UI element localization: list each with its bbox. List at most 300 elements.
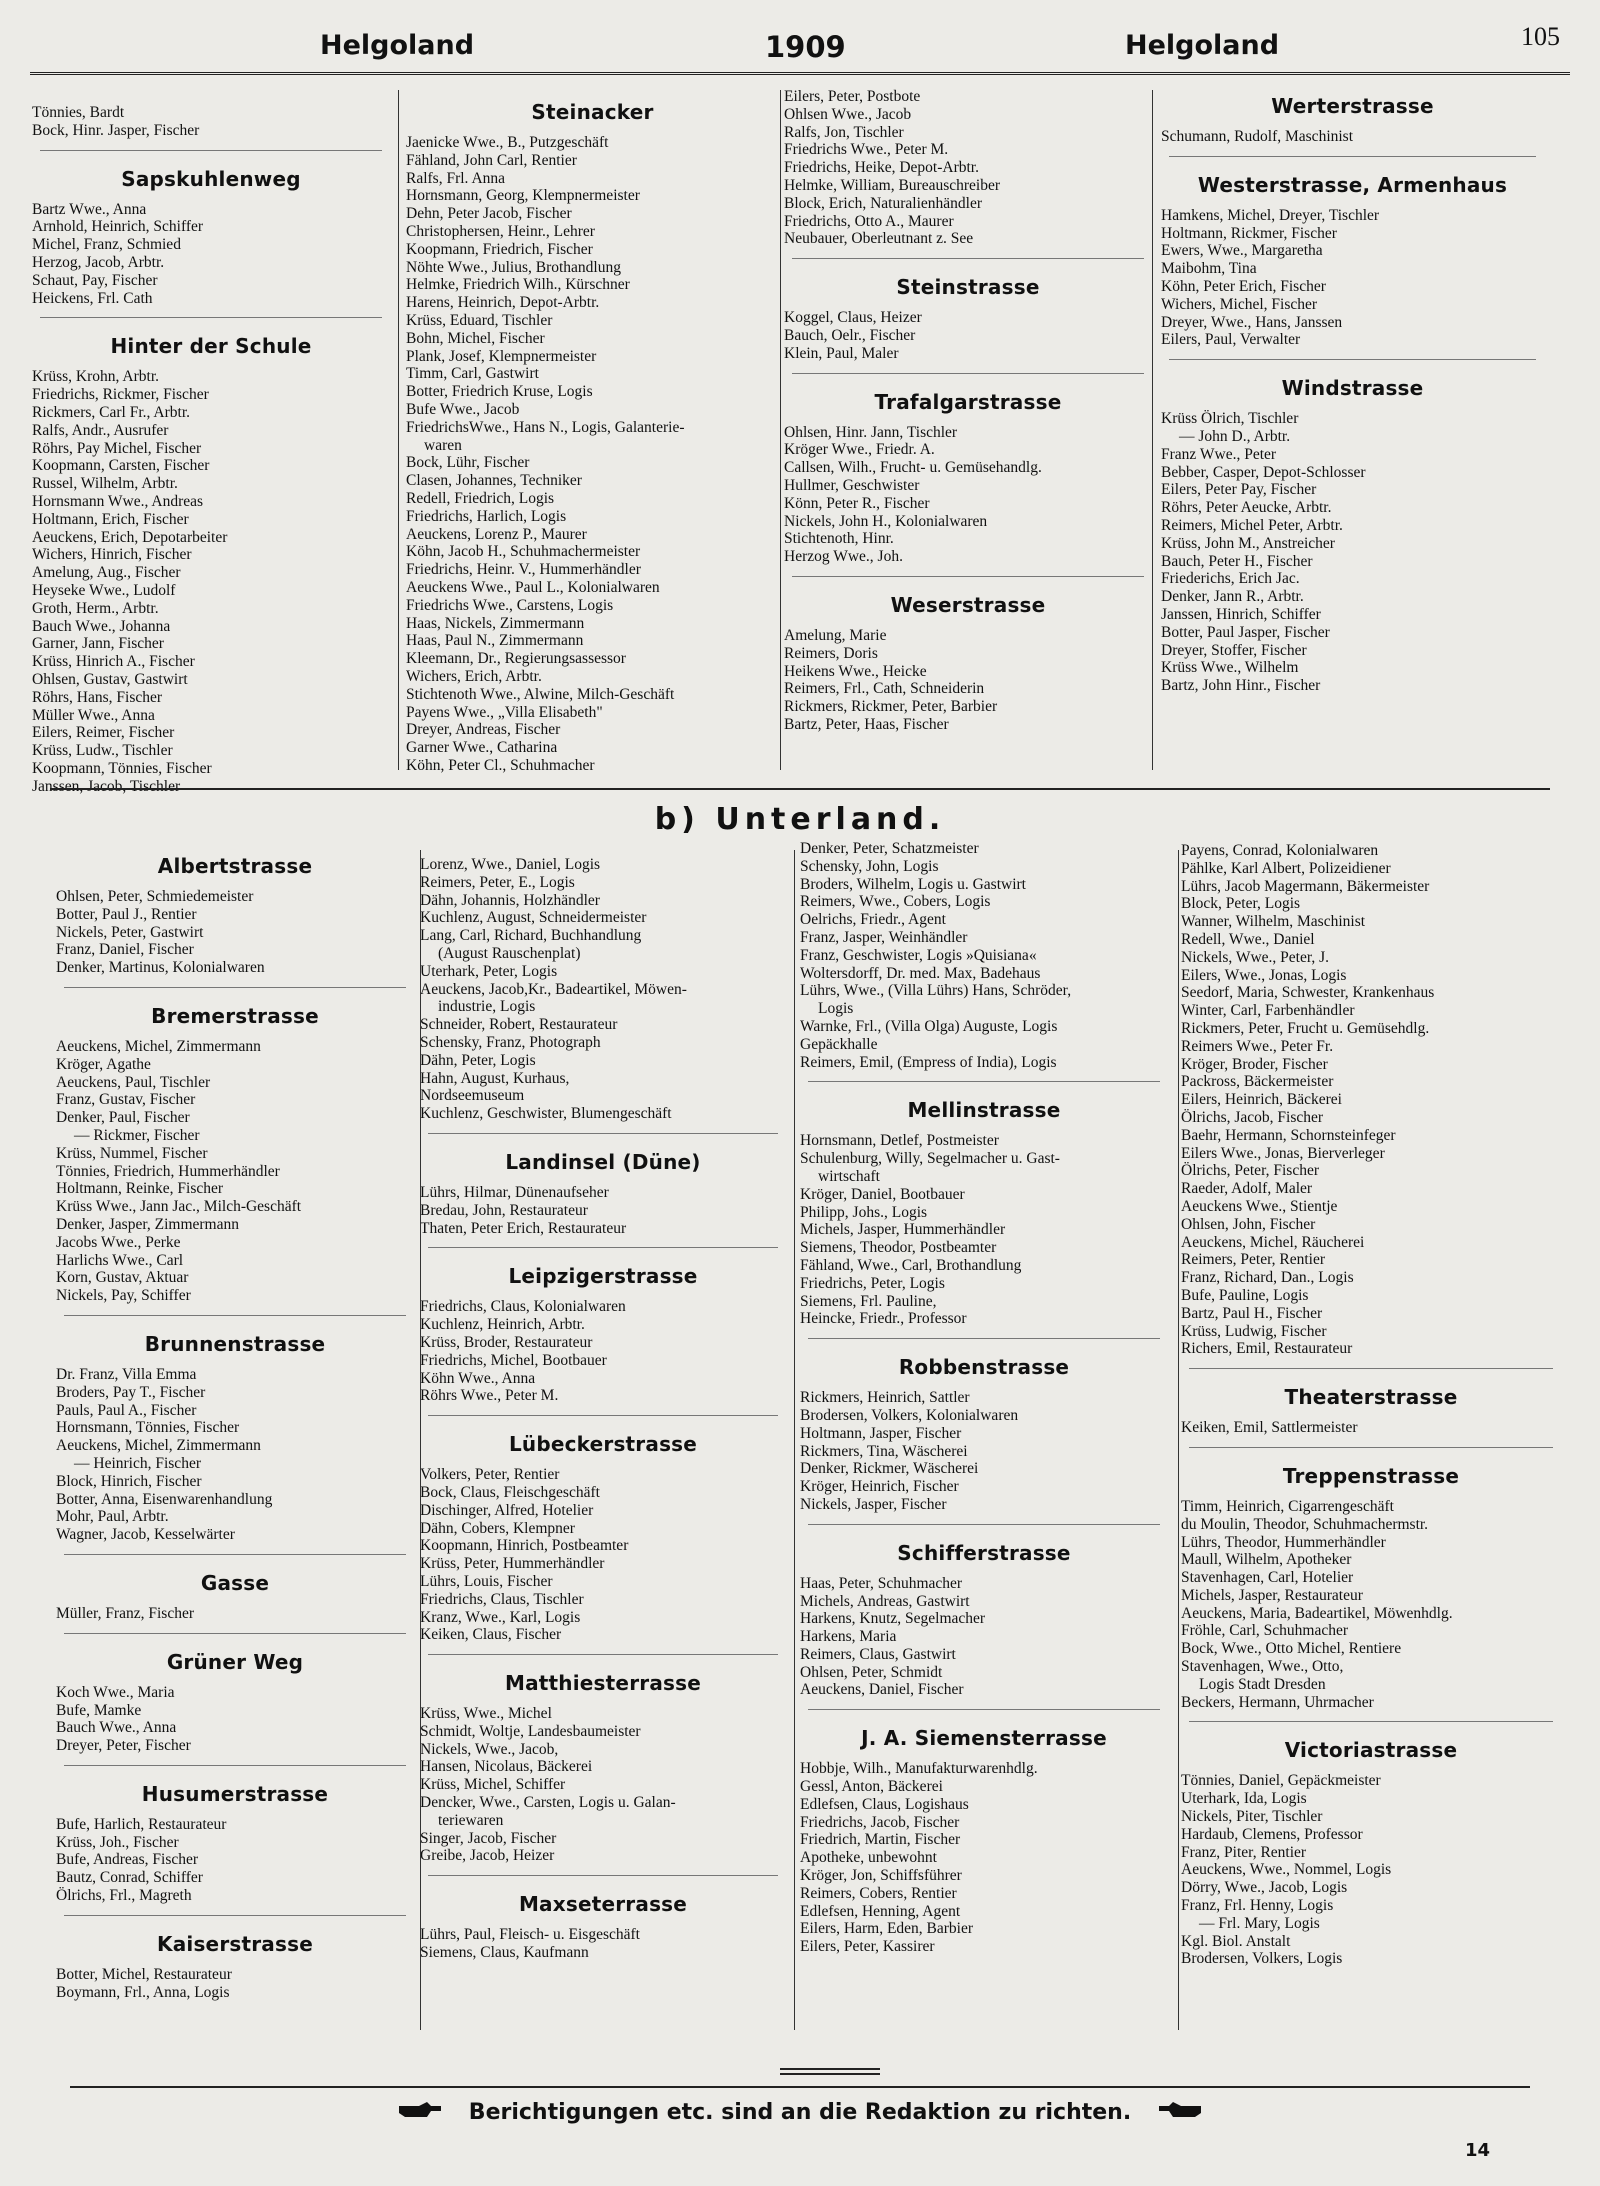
column-divider <box>1152 90 1153 770</box>
resident-entry: Bufe, Andreas, Fischer <box>56 1851 199 1869</box>
resident-entry: Friedrich, Martin, Fischer <box>800 1831 961 1849</box>
section-divider <box>808 1524 1160 1525</box>
resident-entry: Dencker, Wwe., Carsten, Logis u. Galan- <box>420 1794 676 1812</box>
resident-entry: Reimers, Frl., Cath, Schneiderin <box>784 680 985 698</box>
resident-entry: Ölrichs, Peter, Fischer <box>1181 1162 1319 1180</box>
resident-entry: Friedrichs Wwe., Peter M. <box>784 141 949 159</box>
resident-entry: Siemens, Claus, Kaufmann <box>420 1944 589 1962</box>
resident-entry: Nickels, Wwe., Jacob, <box>420 1740 559 1758</box>
resident-entry: Aeuckens, Michel, Zimmermann <box>56 1437 261 1455</box>
resident-entry: Kuchlenz, Geschwister, Blumengeschäft <box>420 1105 672 1123</box>
resident-entry: Bufe, Mamke <box>56 1701 142 1719</box>
resident-entry: Aeuckens, Wwe., Nommel, Logis <box>1181 1861 1392 1879</box>
resident-entry: Franz, Frl. Henny, Logis <box>1181 1897 1334 1915</box>
resident-entry: Kgl. Biol. Anstalt <box>1181 1932 1291 1950</box>
resident-entry: Müller Wwe., Anna <box>32 706 155 724</box>
street-section <box>800 840 1168 1071</box>
resident-entry: Stavenhagen, Wwe., Otto, <box>1181 1658 1344 1676</box>
section-divider <box>792 576 1144 577</box>
street-heading: Trafalgarstrasse <box>874 389 1062 414</box>
street-heading: Steinacker <box>531 100 654 124</box>
street-heading: Albertstrasse <box>157 854 313 878</box>
resident-entry: Payens Wwe., „Villa Elisabeth" <box>406 703 603 721</box>
header-left: Helgoland <box>320 30 475 61</box>
resident-entry: Kröger, Broder, Fischer <box>1181 1055 1328 1073</box>
resident-entry: Hardaub, Clemens, Professor <box>1181 1825 1363 1843</box>
resident-entry: Krüss, Hinrich A., Fischer <box>32 653 195 671</box>
resident-entry: industrie, Logis <box>438 998 536 1016</box>
street-heading: Matthiesterrasse <box>504 1671 701 1696</box>
resident-entry: Ewers, Wwe., Margaretha <box>1161 242 1323 260</box>
resident-entry: Holtmann, Rickmer, Fischer <box>1161 224 1337 242</box>
resident-entry: Seedorf, Maria, Schwester, Krankenhaus <box>1181 984 1435 1002</box>
resident-entry: Broders, Pay T., Fischer <box>56 1383 206 1401</box>
street-section <box>56 1554 414 1623</box>
resident-entry: Dähn, Johannis, Holzhändler <box>420 891 600 909</box>
section-divider <box>808 1081 1160 1082</box>
street-section <box>1181 1721 1561 1968</box>
street-heading: Werterstrasse <box>1271 94 1434 118</box>
resident-entry: du Moulin, Theodor, Schuhmachermstr. <box>1181 1515 1429 1533</box>
resident-entry: Krüss, Wwe., Michel <box>420 1705 552 1723</box>
resident-entry: Krüss, Krohn, Arbtr. <box>32 368 160 386</box>
resident-entry: Raeder, Adolf, Maler <box>1181 1180 1313 1198</box>
street-section <box>784 258 1152 362</box>
street-section <box>32 150 390 308</box>
resident-entry: Edlefsen, Henning, Agent <box>800 1902 961 1920</box>
column-divider <box>780 90 781 770</box>
resident-entry: Köhn, Peter Erich, Fischer <box>1161 277 1326 295</box>
pointing-hand-left-icon <box>1157 2100 1203 2126</box>
resident-entry: Brodersen, Volkers, Kolonialwaren <box>800 1406 1019 1424</box>
street-section <box>406 100 779 775</box>
street-section <box>1161 156 1544 349</box>
resident-entry: Heincke, Friedr., Professor <box>800 1310 967 1328</box>
resident-entry: Bauch, Oelr., Fischer <box>784 326 916 344</box>
resident-entry: Ölrichs, Jacob, Fischer <box>1181 1108 1324 1126</box>
resident-entry: Krüss, John M., Anstreicher <box>1161 534 1335 552</box>
section-divider <box>64 1765 406 1766</box>
resident-entry: Bartz, Peter, Haas, Fischer <box>784 715 949 733</box>
resident-entry: Botter, Paul J., Rentier <box>56 905 197 923</box>
resident-entry: Maibohm, Tina <box>1161 260 1257 278</box>
page-number: 105 <box>1521 22 1560 51</box>
resident-entry: Haas, Nickels, Zimmermann <box>406 614 585 632</box>
resident-entry: Reimers, Michel Peter, Arbtr. <box>1161 516 1343 534</box>
resident-entry: Aeuckens, Erich, Depotarbeiter <box>32 528 228 546</box>
street-heading: Weserstrasse <box>890 592 1046 617</box>
section-divider <box>64 1554 406 1555</box>
street-section <box>800 1709 1168 1956</box>
resident-entry: Aeuckens Wwe., Stientje <box>1181 1197 1338 1215</box>
resident-entry: Friedrichs, Peter, Logis <box>800 1274 945 1292</box>
resident-entry: Fähland, Wwe., Carl, Brothandlung <box>800 1256 1022 1274</box>
resident-entry: Schulenburg, Willy, Segelmacher u. Gast- <box>800 1150 1060 1168</box>
resident-entry: Edlefsen, Claus, Logishaus <box>800 1795 969 1813</box>
resident-entry: Fähland, John Carl, Rentier <box>406 151 577 169</box>
resident-entry: Bufe, Harlich, Restaurateur <box>56 1815 227 1833</box>
resident-entry: Dreyer, Andreas, Fischer <box>406 721 561 739</box>
resident-entry: Haas, Peter, Schuhmacher <box>800 1574 963 1592</box>
resident-entry: Bock, Wwe., Otto Michel, Rentiere <box>1181 1640 1402 1658</box>
resident-entry: Redell, Wwe., Daniel <box>1181 930 1315 948</box>
street-heading: Robbenstrasse <box>898 1355 1070 1380</box>
resident-entry: Groth, Herm., Arbtr. <box>32 599 159 617</box>
resident-entry: Dreyer, Stoffer, Fischer <box>1161 641 1307 659</box>
section-divider <box>428 1875 778 1876</box>
street-heading: Husumerstrasse <box>141 1781 329 1806</box>
resident-entry: Bock, Hinr. Jasper, Fischer <box>32 121 200 139</box>
resident-entry: — John D., Arbtr. <box>1179 427 1291 445</box>
resident-entry: Rickmers, Tina, Wäscherei <box>800 1442 968 1460</box>
resident-entry: Dreyer, Wwe., Hans, Janssen <box>1161 313 1343 331</box>
resident-entry: Helmke, William, Bureauschreiber <box>784 176 1001 194</box>
resident-entry: Ölrichs, Frl., Magreth <box>56 1887 192 1905</box>
resident-entry: wirtschaft <box>818 1167 880 1185</box>
resident-entry: Reimers, Peter, E., Logis <box>420 873 575 891</box>
resident-entry: Aeuckens, Michel, Räucherei <box>1181 1233 1365 1251</box>
resident-entry: Volkers, Peter, Rentier <box>420 1466 560 1484</box>
resident-entry: Krüss Ölrich, Tischler <box>1161 410 1299 428</box>
resident-entry: Dreyer, Peter, Fischer <box>56 1737 191 1755</box>
section-divider <box>1189 1447 1553 1448</box>
resident-entry: Kröger, Jon, Schiffsführer <box>800 1867 962 1885</box>
resident-entry: Redell, Friedrich, Logis <box>406 489 555 507</box>
resident-entry: Botter, Paul Jasper, Fischer <box>1161 623 1330 641</box>
resident-entry: — Frl. Mary, Logis <box>1199 1914 1320 1932</box>
resident-entry: Köhn, Peter Cl., Schuhmacher <box>406 756 595 774</box>
resident-entry: Haas, Paul N., Zimmermann <box>406 632 584 650</box>
resident-entry: Köhn, Jacob H., Schuhmachermeister <box>406 543 641 561</box>
resident-entry: Arnhold, Heinrich, Schiffer <box>32 218 204 236</box>
resident-entry: Tönnies, Bardt <box>32 104 125 121</box>
resident-entry: Friedrichs Wwe., Carstens, Logis <box>406 596 614 614</box>
street-section <box>1181 1447 1561 1712</box>
street-section <box>56 1765 414 1905</box>
resident-entry: Garner, Jann, Fischer <box>32 635 164 653</box>
resident-entry: Baehr, Hermann, Schornsteinfeger <box>1181 1126 1396 1144</box>
street-section <box>1181 1368 1561 1437</box>
resident-entry: Siemens, Frl. Pauline, <box>800 1292 937 1310</box>
resident-entry: Lührs, Jacob Magermann, Bäkermeister <box>1181 877 1430 895</box>
resident-entry: Eilers, Reimer, Fischer <box>32 724 175 742</box>
resident-entry: Stichtenoth Wwe., Alwine, Milch-Geschäft <box>406 685 675 703</box>
column-divider <box>398 90 399 770</box>
resident-entry: Bebber, Casper, Depot-Schlosser <box>1161 463 1366 481</box>
resident-entry: Payens, Conrad, Kolonialwaren <box>1181 842 1379 859</box>
resident-entry: Botter, Michel, Restaurateur <box>56 1965 232 1983</box>
page-header <box>30 22 1570 75</box>
resident-entry: Kröger Wwe., Friedr. A. <box>784 441 935 459</box>
resident-entry: Eilers, Wwe., Jonas, Logis <box>1181 966 1347 984</box>
resident-entry: Greibe, Jacob, Heizer <box>420 1847 555 1865</box>
street-heading: Sapskuhlenweg <box>121 166 301 191</box>
resident-entry: Janssen, Hinrich, Schiffer <box>1161 605 1321 623</box>
resident-entry: Koopmann, Friedrich, Fischer <box>406 240 593 258</box>
resident-entry: Logis <box>818 1000 854 1018</box>
resident-entry: Wichers, Erich, Arbtr. <box>406 667 542 685</box>
section-separator-rule <box>50 788 1550 790</box>
street-section <box>784 576 1152 734</box>
resident-entry: Röhrs Wwe., Peter M. <box>420 1387 559 1405</box>
resident-entry: Hornsmann, Georg, Klempnermeister <box>406 187 640 205</box>
pointing-hand-right-icon <box>397 2100 443 2126</box>
resident-entry: Friedrichs, Harlich, Logis <box>406 507 567 525</box>
footer-notice <box>70 2100 1530 2126</box>
section-divider <box>428 1247 778 1248</box>
resident-entry: waren <box>424 436 462 454</box>
footer-text: Berichtigungen etc. sind an die Redaktion zu richten. <box>468 2100 1132 2125</box>
resident-entry: Harlichs Wwe., Carl <box>56 1251 184 1269</box>
resident-entry: Janssen, Jacob, Tischler <box>32 777 181 795</box>
resident-entry: Warnke, Frl., (Villa Olga) Auguste, Logis <box>800 1017 1058 1035</box>
resident-entry: Keiken, Claus, Fischer <box>420 1626 562 1644</box>
resident-entry: Reimers, Emil, (Empress of India), Logis <box>800 1053 1057 1071</box>
resident-entry: Dörry, Wwe., Jacob, Logis <box>1181 1879 1348 1897</box>
street-heading: Windstrasse <box>1281 376 1424 401</box>
resident-entry: Harkens, Knutz, Segelmacher <box>800 1610 986 1628</box>
lower-column-4 <box>1175 842 1567 1968</box>
street-section <box>420 1875 786 1962</box>
resident-entry: Bufe, Pauline, Logis <box>1181 1286 1309 1304</box>
resident-entry: Singer, Jacob, Fischer <box>420 1829 557 1847</box>
resident-entry: Uterhark, Peter, Logis <box>420 962 558 980</box>
street-section <box>420 1133 786 1237</box>
resident-entry: Richers, Emil, Restaurateur <box>1181 1340 1353 1358</box>
section-divider <box>792 258 1144 259</box>
resident-entry: Nickels, Pay, Schiffer <box>56 1287 191 1305</box>
street-heading: Westerstrasse, Armenhaus <box>1197 172 1508 197</box>
resident-entry: Franz, Richard, Dan., Logis <box>1181 1269 1354 1287</box>
resident-entry: Timm, Heinrich, Cigarrengeschäft <box>1181 1497 1394 1515</box>
resident-entry: Kröger, Daniel, Bootbauer <box>800 1185 965 1203</box>
resident-entry: Holtmann, Reinke, Fischer <box>56 1180 224 1198</box>
resident-entry: Franz, Gustav, Fischer <box>56 1091 196 1109</box>
section-divider <box>1189 1368 1553 1369</box>
street-heading: J. A. Siemensterrasse <box>861 1726 1107 1751</box>
resident-entry: Hobbje, Wilh., Manufakturwarenhdlg. <box>800 1760 1038 1778</box>
resident-entry: Brodersen, Volkers, Logis <box>1181 1950 1343 1968</box>
resident-entry: Boymann, Frl., Anna, Logis <box>56 1983 230 2001</box>
resident-entry: Franz, Daniel, Fischer <box>56 941 194 959</box>
upper-column-1 <box>26 104 396 796</box>
resident-entry: Michels, Jasper, Hummerhändler <box>800 1221 1006 1239</box>
street-section <box>800 1524 1168 1700</box>
resident-entry: Apotheke, unbewohnt <box>800 1849 937 1867</box>
resident-entry: Clasen, Johannes, Techniker <box>406 472 582 490</box>
column-divider <box>1178 850 1179 2030</box>
resident-entry: Krüss, Ludwig, Fischer <box>1181 1322 1327 1340</box>
resident-entry: Hornsmann Wwe., Andreas <box>32 492 204 510</box>
section-divider <box>1169 156 1536 157</box>
resident-entry: Reimers, Doris <box>784 644 878 662</box>
header-right: Helgoland <box>1125 30 1280 61</box>
section-divider <box>64 1315 406 1316</box>
resident-entry: Ohlsen Wwe., Jacob <box>784 105 912 123</box>
section-divider <box>792 373 1144 374</box>
street-heading: Brunnenstrasse <box>144 1331 326 1356</box>
resident-entry: Dähn, Peter, Logis <box>420 1051 536 1069</box>
resident-entry: Dähn, Cobers, Klempner <box>420 1519 575 1537</box>
resident-entry: Aeuckens, Lorenz P., Maurer <box>406 525 587 543</box>
resident-entry: Wichers, Michel, Fischer <box>1161 295 1318 313</box>
closing-ornament <box>780 2068 880 2078</box>
street-section <box>1161 94 1544 146</box>
resident-entry: Fröhle, Carl, Schuhmacher <box>1181 1622 1349 1640</box>
resident-entry: Eilers, Peter Pay, Fischer <box>1161 481 1317 499</box>
resident-entry: Lührs, Theodor, Hummerhändler <box>1181 1533 1386 1551</box>
resident-entry: Ralfs, Frl. Anna <box>406 169 506 187</box>
resident-entry: Aeuckens, Daniel, Fischer <box>800 1681 964 1699</box>
resident-entry: Friedrichs, Michel, Bootbauer <box>420 1351 607 1369</box>
street-section <box>56 854 414 977</box>
section-divider <box>64 1633 406 1634</box>
resident-entry: Nickels, Piter, Tischler <box>1181 1808 1323 1826</box>
resident-entry: Schaut, Pay, Fischer <box>32 271 158 289</box>
resident-entry: Eilers Wwe., Jonas, Bierverleger <box>1181 1144 1385 1162</box>
resident-entry: Hahn, August, Kurhaus, <box>420 1069 570 1087</box>
resident-entry: Krüss Wwe., Wilhelm <box>1161 659 1299 677</box>
resident-entry: Botter, Anna, Eisenwarenhandlung <box>56 1490 273 1508</box>
resident-entry: Hornsmann, Tönnies, Fischer <box>56 1419 240 1437</box>
street-heading: Leipzigerstrasse <box>508 1264 698 1289</box>
resident-entry: Stichtenoth, Hinr. <box>784 530 894 548</box>
resident-entry: Holtmann, Jasper, Fischer <box>800 1424 962 1442</box>
street-section <box>800 1338 1168 1514</box>
resident-entry: Jacobs Wwe., Perke <box>56 1233 181 1251</box>
resident-entry: Franz Wwe., Peter <box>1161 445 1277 463</box>
resident-entry: Winter, Carl, Farbenhändler <box>1181 1002 1355 1020</box>
resident-entry: Nickels, Peter, Gastwirt <box>56 923 204 941</box>
resident-entry: Block, Hinrich, Fischer <box>56 1472 202 1490</box>
resident-entry: Botter, Friedrich Kruse, Logis <box>406 383 593 401</box>
street-section <box>784 88 1152 248</box>
resident-entry: Bredau, John, Restaurateur <box>420 1201 588 1219</box>
resident-entry: Nickels, Jasper, Fischer <box>800 1495 947 1513</box>
resident-entry: Koopmann, Carsten, Fischer <box>32 457 210 475</box>
resident-entry: Heyseke Wwe., Ludolf <box>32 581 176 599</box>
resident-entry: Broders, Wilhelm, Logis u. Gastwirt <box>800 875 1026 893</box>
street-heading: Gasse <box>200 1570 270 1595</box>
resident-entry: Denker, Jasper, Zimmermann <box>56 1215 239 1233</box>
resident-entry: Friederichs, Erich Jac. <box>1161 570 1300 588</box>
footer-rule <box>70 2086 1530 2088</box>
resident-entry: Eilers, Peter, Kassirer <box>800 1938 935 1956</box>
resident-entry: Dr. Franz, Villa Emma <box>56 1365 197 1383</box>
resident-entry: Bauch Wwe., Johanna <box>32 617 171 635</box>
section-divider <box>1189 1721 1553 1722</box>
street-heading: Lübeckerstrasse <box>508 1432 698 1457</box>
resident-entry: Reimers Wwe., Peter Fr. <box>1181 1037 1334 1055</box>
resident-entry: Lorenz, Wwe., Daniel, Logis <box>420 856 601 873</box>
resident-entry: Mohr, Paul, Arbtr. <box>56 1508 169 1526</box>
resident-entry: Rickmers, Rickmer, Peter, Barbier <box>784 698 998 716</box>
resident-entry: Amelung, Marie <box>784 626 887 644</box>
resident-entry: Rickmers, Peter, Frucht u. Gemüsehdlg. <box>1181 1019 1430 1037</box>
resident-entry: Krüss, Peter, Hummerhändler <box>420 1555 605 1573</box>
street-heading: Mellinstrasse <box>907 1098 1061 1123</box>
resident-entry: Reimers, Peter, Rentier <box>1181 1251 1326 1269</box>
lower-column-3 <box>794 840 1174 1956</box>
resident-entry: Denker, Paul, Fischer <box>56 1109 190 1127</box>
section-divider <box>40 150 382 151</box>
unterland-heading: b) Unterland. <box>654 802 946 837</box>
resident-entry: Heikens Wwe., Heicke <box>784 662 927 680</box>
resident-entry: Block, Peter, Logis <box>1181 895 1301 913</box>
resident-entry: Korn, Gustav, Aktuar <box>56 1269 189 1287</box>
resident-entry: Wanner, Wilhelm, Maschinist <box>1181 913 1366 931</box>
street-section <box>1181 842 1561 1358</box>
resident-entry: Kröger, Agathe <box>56 1055 151 1073</box>
resident-entry: Reimers, Claus, Gastwirt <box>800 1645 956 1663</box>
resident-entry: FriedrichsWwe., Hans N., Logis, Galanterie- <box>406 418 685 436</box>
resident-entry: Eilers, Peter, Postbote <box>784 88 921 105</box>
street-heading: Bremerstrasse <box>151 1003 319 1028</box>
resident-entry: Kranz, Wwe., Karl, Logis <box>420 1608 581 1626</box>
resident-entry: Bartz, Paul H., Fischer <box>1181 1304 1323 1322</box>
street-section <box>420 856 786 1123</box>
resident-entry: Bock, Lühr, Fischer <box>406 454 530 472</box>
resident-entry: Denker, Martinus, Kolonialwaren <box>56 959 265 977</box>
resident-entry: Kuchlenz, August, Schneidermeister <box>420 909 647 927</box>
resident-entry: Hansen, Nicolaus, Bäckerei <box>420 1758 593 1776</box>
resident-entry: Friedrichs, Heinr. V., Hummerhändler <box>406 561 641 579</box>
resident-entry: Stavenhagen, Carl, Hotelier <box>1181 1569 1354 1587</box>
resident-entry: Maull, Wilhelm, Apotheker <box>1181 1551 1352 1569</box>
resident-entry: Aeuckens, Jacob,Kr., Badeartikel, Möwen- <box>420 980 687 998</box>
street-heading: Treppenstrasse <box>1282 1463 1460 1488</box>
resident-entry: — Heinrich, Fischer <box>74 1454 201 1472</box>
resident-entry: Nöhte Wwe., Julius, Brothandlung <box>406 258 621 276</box>
street-section <box>420 1654 786 1865</box>
resident-entry: Holtmann, Erich, Fischer <box>32 510 189 528</box>
resident-entry: Müller, Franz, Fischer <box>56 1604 194 1622</box>
resident-entry: Wagner, Jacob, Kesselwärter <box>56 1526 235 1544</box>
resident-entry: Krüss, Ludw., Tischler <box>32 742 173 760</box>
resident-entry: (August Rauschenplat) <box>438 944 581 962</box>
resident-entry: Rickmers, Carl Fr., Arbtr. <box>32 403 191 421</box>
resident-entry: Thaten, Peter Erich, Restaurateur <box>420 1219 627 1237</box>
resident-entry: Schneider, Robert, Restaurateur <box>420 1016 618 1034</box>
resident-entry: Schmidt, Woltje, Landesbaumeister <box>420 1722 641 1740</box>
upper-column-2 <box>400 96 785 775</box>
resident-entry: Lührs, Louis, Fischer <box>420 1572 553 1590</box>
resident-entry: Hamkens, Michel, Dreyer, Tischler <box>1161 206 1380 224</box>
resident-entry: Friedrichs, Jacob, Fischer <box>800 1813 960 1831</box>
resident-entry: Franz, Jasper, Weinhändler <box>800 928 968 946</box>
resident-entry: Denker, Peter, Schatzmeister <box>800 840 979 857</box>
resident-entry: Callsen, Wilh., Frucht- u. Gemüsehandlg. <box>784 459 1042 477</box>
resident-entry: Aeuckens, Michel, Zimmermann <box>56 1037 261 1055</box>
street-heading: Hinter der Schule <box>110 334 312 359</box>
resident-entry: Woltersdorff, Dr. med. Max, Badehaus <box>800 964 1041 982</box>
footer-number: 14 <box>1464 2140 1490 2161</box>
resident-entry: Pauls, Paul A., Fischer <box>56 1401 197 1419</box>
resident-entry: Bartz, John Hinr., Fischer <box>1161 677 1321 695</box>
resident-entry: Keiken, Emil, Sattlermeister <box>1181 1419 1358 1437</box>
resident-entry: Beckers, Hermann, Uhrmacher <box>1181 1693 1374 1711</box>
street-section <box>420 1415 786 1644</box>
resident-entry: Plank, Josef, Klempnermeister <box>406 347 597 365</box>
lower-column-2 <box>414 856 792 1962</box>
column-divider <box>420 850 421 2030</box>
resident-entry: Denker, Rickmer, Wäscherei <box>800 1460 979 1478</box>
resident-entry: Schensky, John, Logis <box>800 857 939 875</box>
resident-entry: teriewaren <box>438 1811 504 1829</box>
resident-entry: Klein, Paul, Maler <box>784 344 899 362</box>
street-section <box>784 373 1152 566</box>
resident-entry: Hullmer, Geschwister <box>784 476 920 494</box>
